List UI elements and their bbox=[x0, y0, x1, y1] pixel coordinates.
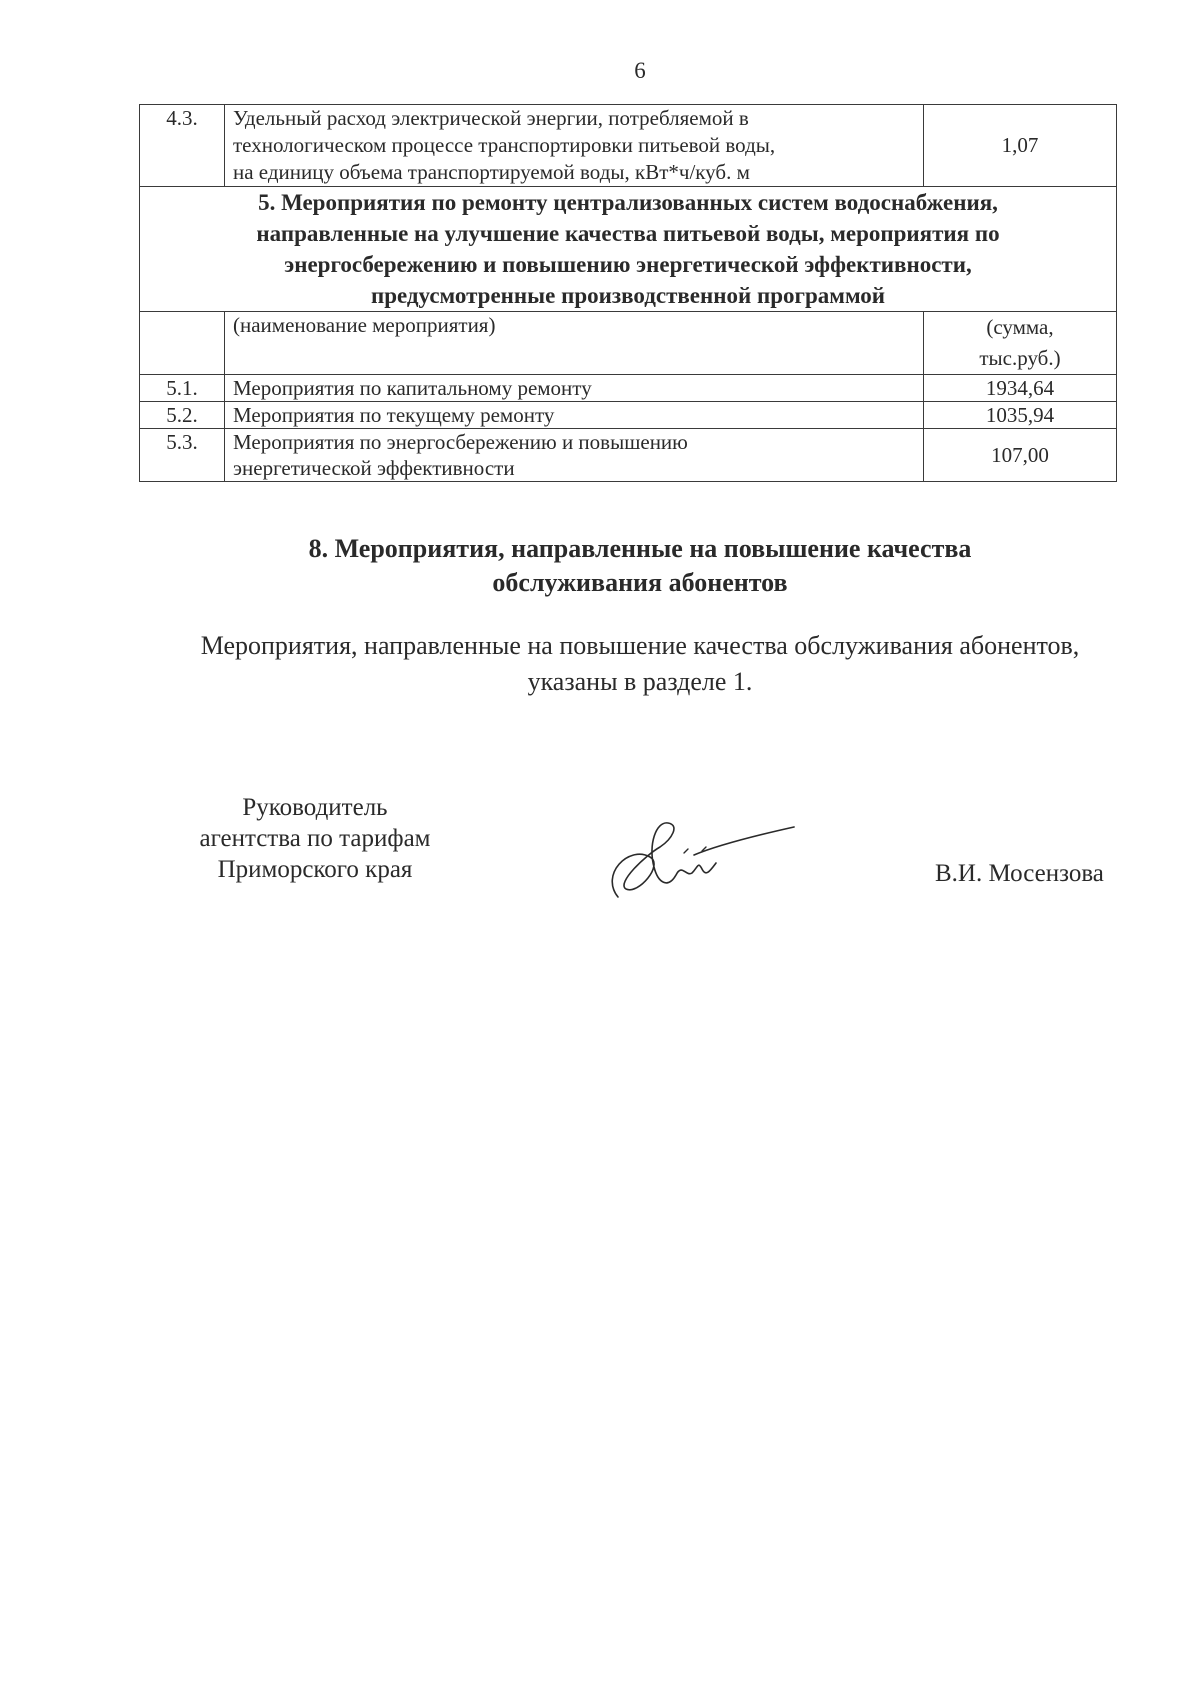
section-8-body: Мероприятия, направленные на повышение качества обслуживания абонентов, указаны в разделе 1. bbox=[200, 631, 1080, 696]
section-8-title: 8. Мероприятия, направленные на повышение качества обслуживания абонентов bbox=[308, 534, 972, 597]
row-number: 4.3. bbox=[140, 105, 225, 187]
row-description: Удельный расход электрической энергии, потребляемой в технологическом процессе транспортировки питьевой воды, на единицу объема транспортируемой воды, кВт*ч/куб. м bbox=[225, 105, 924, 187]
column-header-row bbox=[140, 312, 1117, 375]
table-row-4-3 bbox=[140, 105, 1117, 187]
column-header-name: (наименование мероприятия) bbox=[225, 312, 924, 375]
table-row bbox=[140, 402, 1117, 429]
column-header-sum: (сумма, тыс.руб.) bbox=[924, 312, 1117, 375]
column-header-number bbox=[140, 312, 225, 375]
page-number: 6 bbox=[634, 58, 646, 83]
row-number: 5.3. bbox=[140, 429, 225, 482]
row-description: Мероприятия по текущему ремонту bbox=[225, 402, 924, 429]
row-number: 5.1. bbox=[140, 375, 225, 402]
row-value: 1035,94 bbox=[924, 402, 1117, 429]
row-value: 107,00 bbox=[924, 429, 1117, 482]
signatory-title: Руководитель агентства по тарифам Приморского края bbox=[199, 794, 431, 883]
table-row bbox=[140, 375, 1117, 402]
section-5-header-row bbox=[140, 187, 1117, 312]
row-description: Мероприятия по капитальному ремонту bbox=[225, 375, 924, 402]
handwritten-signature bbox=[598, 805, 798, 915]
row-description: Мероприятия по энергосбережению и повышению энергетической эффективности bbox=[225, 429, 924, 482]
signatory-name: В.И. Мосензова bbox=[935, 860, 1104, 887]
row-number: 5.2. bbox=[140, 402, 225, 429]
section-5-title: 5. Мероприятия по ремонту централизованных систем водоснабжения, направленные на улучшение качества питьевой воды, мероприятия по энергосбережению и повышению энергетической эффективности, предусмотренные производственной программой bbox=[140, 187, 1117, 312]
table-row bbox=[140, 429, 1117, 482]
row-value: 1,07 bbox=[924, 105, 1117, 187]
row-value: 1934,64 bbox=[924, 375, 1117, 402]
program-table bbox=[139, 104, 1117, 482]
